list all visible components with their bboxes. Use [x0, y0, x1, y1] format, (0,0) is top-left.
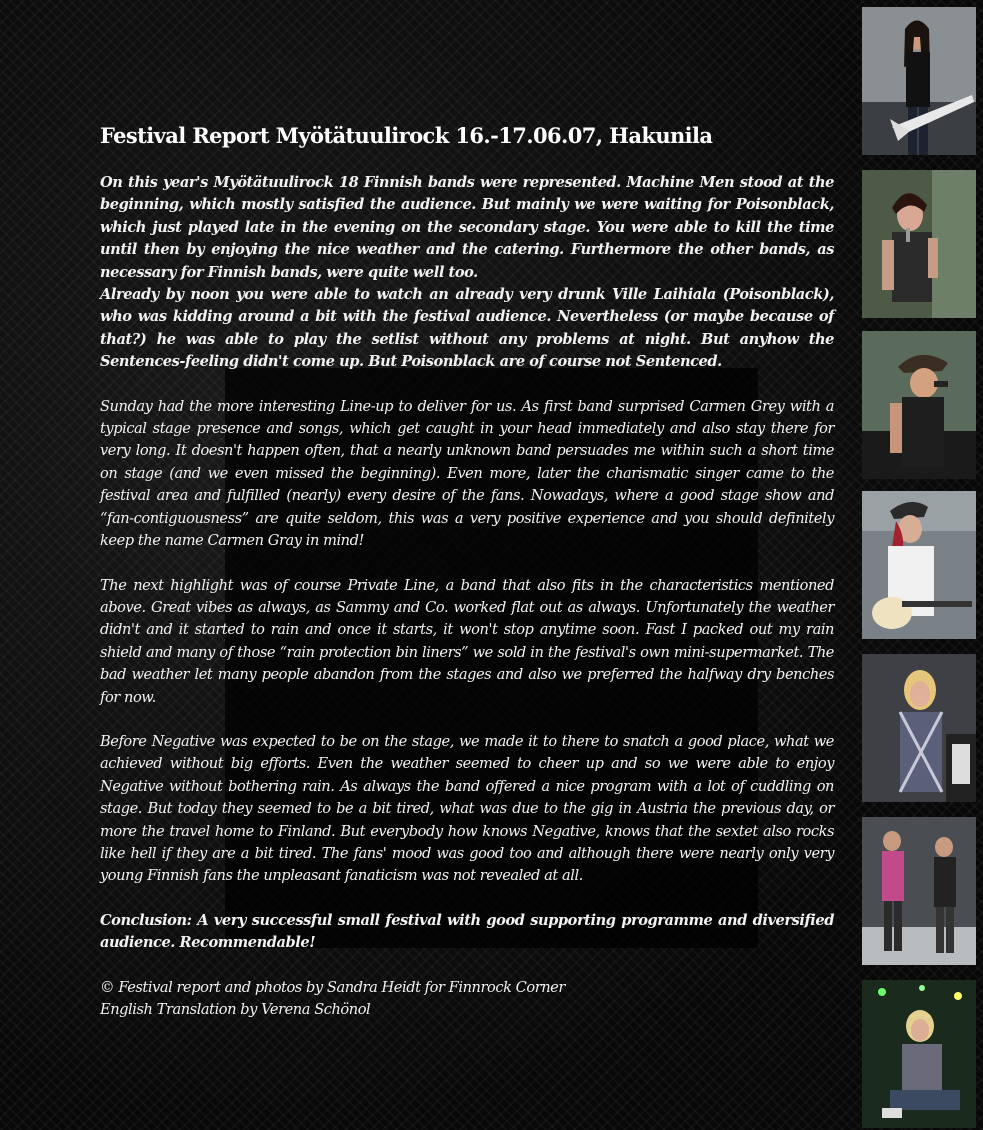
intro-paragraph-2: Already by noon you were able to watch an already very drunk Ville Laihiala (Poisonblack), who was kidding around a bit with the festival audience. Nevertheless (or maybe because of that?) he was able to play the setlist without any problems at night. But anyhow the Sentences-feeling didn't come up. But Poisonblack are of course not Sentenced. [100, 286, 834, 371]
concert-photo-7[interactable] [862, 980, 976, 1128]
article-title: Festival Report Myötätuulirock 16.-17.06.07, Hakunila [100, 123, 713, 148]
intro-paragraph-1: On this year's Myötätuulirock 18 Finnish bands were represented. Machine Men stood at the beginning, which mostly satisfied the audience. But mainly we were waiting for Poisonblack, which just played late in the evening on the secondary stage. You were able to kill the time until then by enjoying the nice weather and the catering. Furthermore the other bands, as necessary for Finnish bands, were quite well too. [100, 174, 834, 281]
conclusion-paragraph: Conclusion: A very successful small festival with good supporting programme and diversified audience. Recommendable! [100, 911, 834, 952]
concert-photo-5[interactable] [862, 654, 976, 802]
concert-photo-3[interactable] [862, 331, 976, 479]
private-line-paragraph: The next highlight was of course Private Line, a band that also fits in the characteristics mentioned above. Great vibes as always, as Sammy and Co. worked flat out as always. Unfortunately the weather didn't and it started to rain and once it starts, it won't stop anytime soon. Fast I packed out my rain shield and many of those “rain protection bin liners” we sold in the festival's own mini-supermarket. The bad weather let many people abandon from the stages and also we preferred the halfway dry benches for now. [100, 576, 834, 706]
photo-credit: © Festival report and photos by Sandra Heidt for Finnrock Corner [100, 978, 565, 996]
credits [100, 977, 834, 1022]
negative-paragraph: Before Negative was expected to be on the stage, we made it to there to snatch a good place, what we achieved without big efforts. Even the weather seemed to cheer up and so we were able to enjoy Negative without bothering rain. As always the band offered a nice program with a lot of cuddling on stage. But today they seemed to be a bit tired, what was due to the gig in Austria the previous day, or more the travel home to Finland. But everybody how knows Negative, knows that the sextet also rocks like hell if they are a bit tired. The fans' mood was good too and although there were nearly only very young Finnish fans the unpleasant fanaticism was not revealed at all. [100, 732, 834, 885]
translation-credit: English Translation by Verena Schönol [100, 1001, 371, 1018]
concert-photo-1[interactable] [862, 7, 976, 155]
concert-photo-2[interactable] [862, 170, 976, 318]
concert-photo-6[interactable] [862, 817, 976, 965]
sunday-paragraph: Sunday had the more interesting Line-up to deliver for us. As first band surprised Carmen Grey with a typical stage presence and songs, which get caught in your head immediately and also stay there for very long. It doesn't happen often, that a nearly unknown band persuades me within such a short time on stage (and we even missed the beginning). Even more, later the charismatic singer came to the festival area and fulfilled (nearly) every desire of the fans. Nowadays, where a good stage show and “fan-contiguousness” are quite seldom, this was a very positive experience and you should definitely keep the name Carmen Gray in mind! [100, 397, 834, 550]
festival-report-article [100, 123, 834, 1021]
concert-photo-4[interactable] [862, 491, 976, 639]
